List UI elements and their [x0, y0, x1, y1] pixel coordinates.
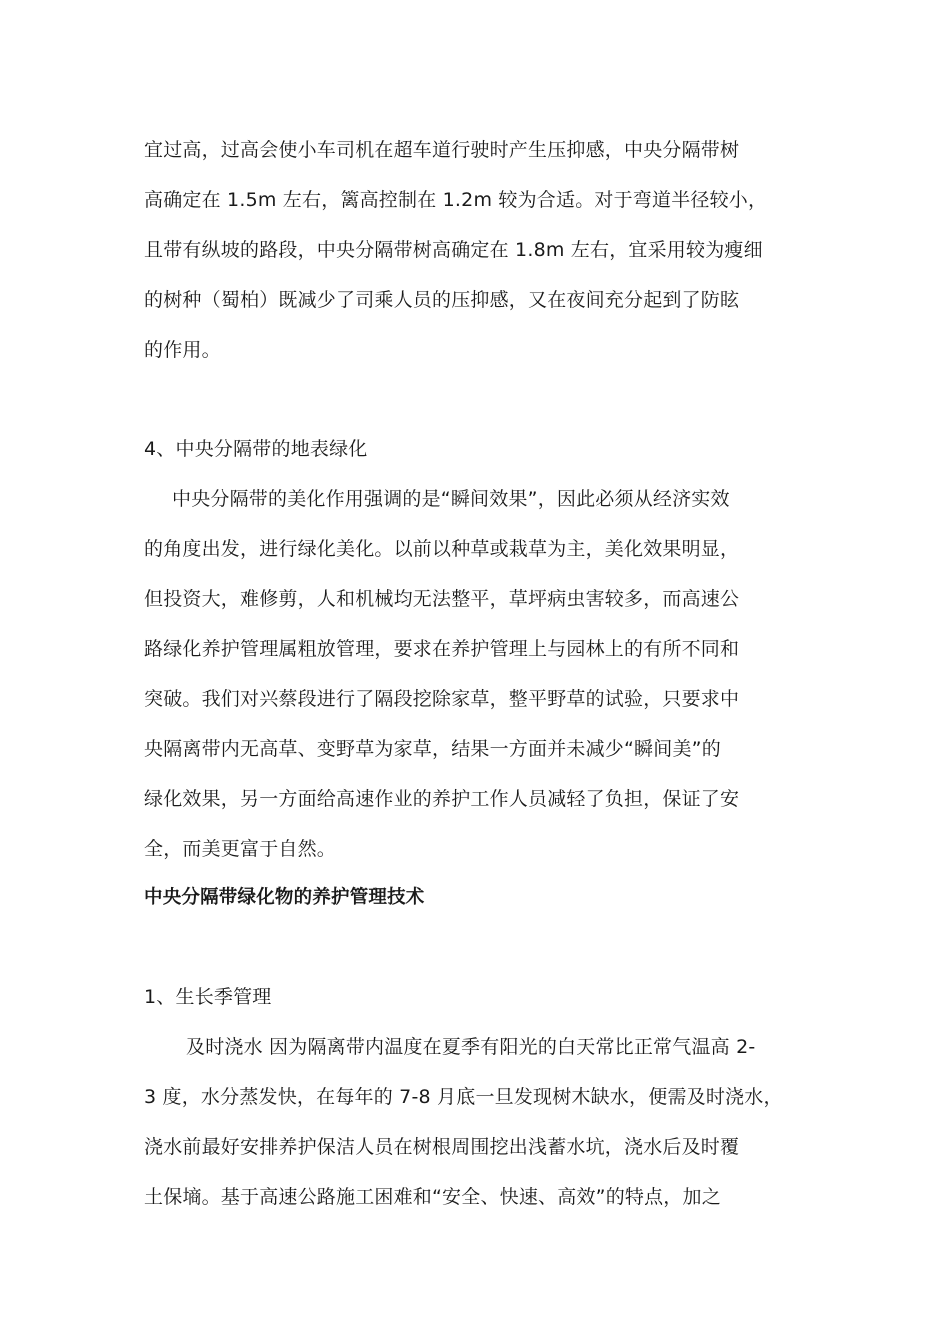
paragraph-line: 的树种（蜀柏）既减少了司乘人员的压抑感，又在夜间充分起到了防眩 — [144, 289, 740, 311]
section-heading: 4、中央分隔带的地表绿化 — [144, 438, 368, 460]
paragraph-line: 突破。我们对兴蔡段进行了隔段挖除家草，整平野草的试验，只要求中 — [144, 688, 740, 710]
paragraph-line: 3 度，水分蒸发快，在每年的 7-8 月底一旦发现树木缺水，便需及时浇水， — [144, 1086, 783, 1108]
paragraph-line: 宜过高，过高会使小车司机在超车道行驶时产生压抑感，中央分隔带树 — [144, 139, 740, 161]
paragraph-line: 路绿化养护管理属粗放管理，要求在养护管理上与园林上的有所不同和 — [144, 638, 740, 660]
paragraph-line: 的作用。 — [144, 339, 221, 361]
paragraph-line: 且带有纵坡的路段，中央分隔带树高确定在 1.8m 左右，宜采用较为瘦细 — [144, 239, 763, 261]
paragraph-line: 土保墒。基于高速公路施工困难和“安全、快速、高效”的特点，加之 — [144, 1186, 721, 1208]
paragraph-line: 央隔离带内无高草、变野草为家草，结果一方面并未减少“瞬间美”的 — [144, 738, 721, 760]
bold-section-title: 中央分隔带绿化物的养护管理技术 — [144, 887, 425, 908]
paragraph-line: 中央分隔带的美化作用强调的是“瞬间效果”，因此必须从经济实效 — [172, 488, 730, 510]
paragraph-line: 浇水前最好安排养护保洁人员在树根周围挖出浅蓄水坑，浇水后及时覆 — [144, 1136, 740, 1158]
paragraph-line: 的角度出发，进行绿化美化。以前以种草或栽草为主，美化效果明显， — [144, 538, 740, 560]
paragraph-line: 全，而美更富于自然。 — [144, 838, 337, 860]
paragraph-line: 绿化效果，另一方面给高速作业的养护工作人员减轻了负担，保证了安 — [144, 788, 740, 810]
section-heading: 1、生长季管理 — [144, 986, 272, 1008]
paragraph-line: 高确定在 1.5m 左右，篱高控制在 1.2m 较为合适。对于弯道半径较小， — [144, 189, 768, 211]
paragraph-line: 但投资大，难修剪，人和机械均无法整平，草坪病虫害较多，而高速公 — [144, 588, 740, 610]
paragraph-line: 及时浇水 因为隔离带内温度在夏季有阳光的白天常比正常气温高 2- — [186, 1036, 756, 1058]
